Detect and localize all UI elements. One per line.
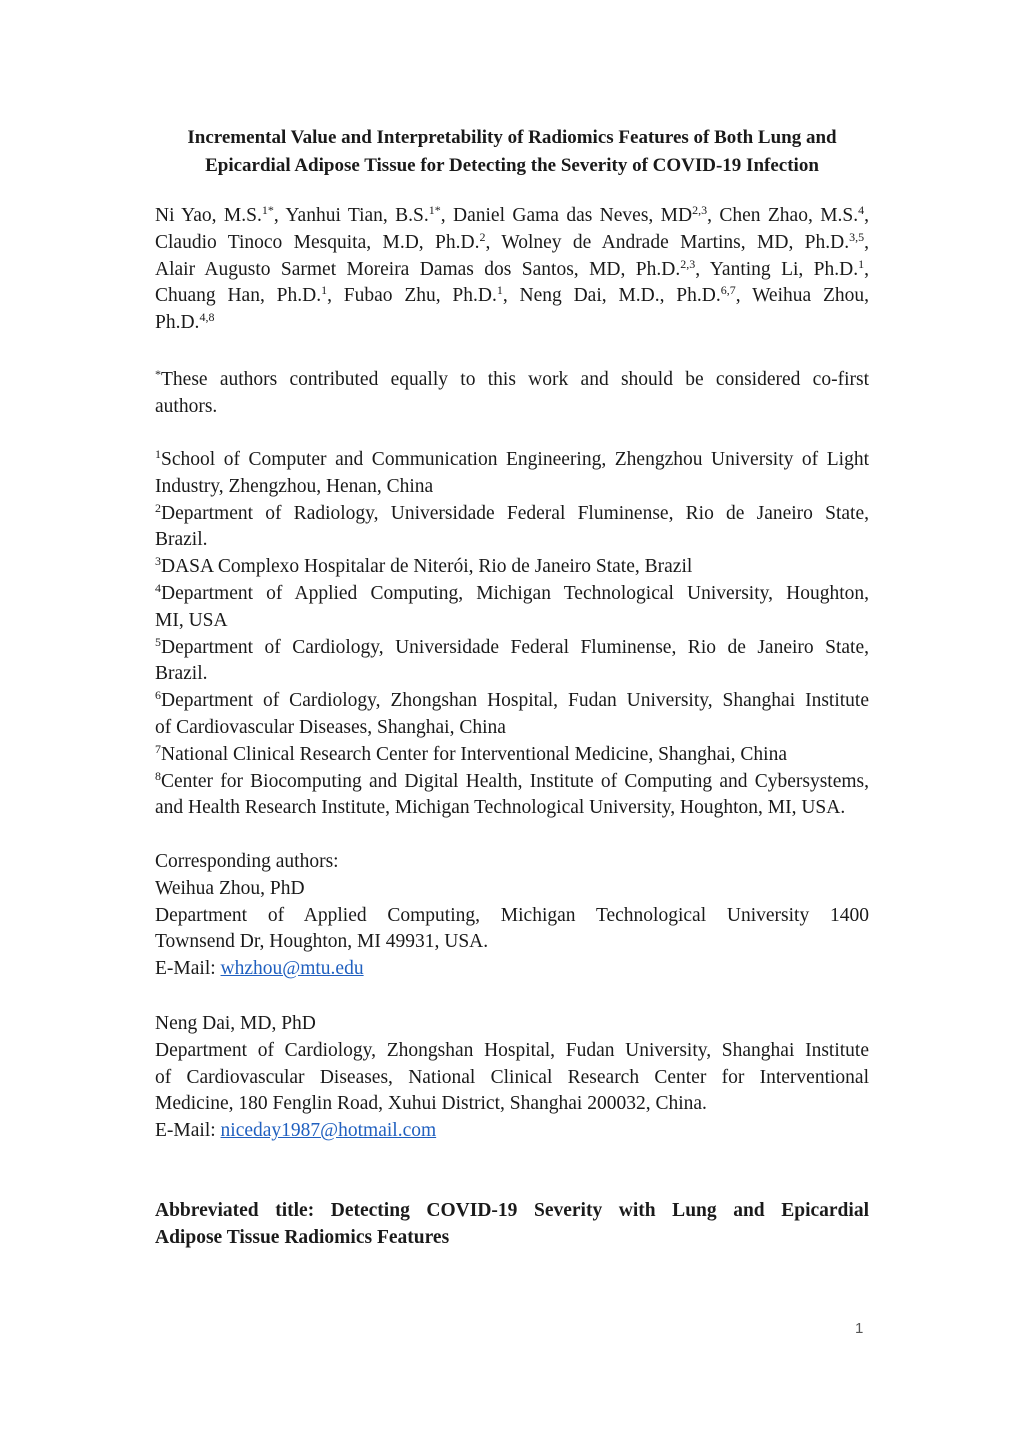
author-name: Chuang Han, Ph.D. bbox=[155, 285, 322, 307]
affiliation-text: Department of Applied Computing, Michigan Technological University, Houghton, bbox=[161, 582, 869, 604]
author-name: Chen Zhao, M.S. bbox=[719, 205, 859, 226]
affiliation-8-line-2: and Health Research Institute, Michigan Technological University, Houghton, MI, USA. bbox=[155, 797, 846, 819]
affiliations-list bbox=[155, 447, 869, 822]
author-name: Alair Augusto Sarmet Moreira Damas dos Santos, MD, Ph.D. bbox=[155, 258, 681, 280]
author-name: Yanting Li, Ph.D. bbox=[709, 258, 859, 280]
corresponding-author-2-block bbox=[155, 1011, 869, 1145]
author-affiliation-sup: 2,3 bbox=[680, 256, 696, 271]
paper-title bbox=[155, 124, 869, 180]
title-line-2: Epicardial Adipose Tissue for Detecting the Severity of COVID-19 Infection bbox=[205, 155, 819, 176]
title-line-1: Incremental Value and Interpretability of Radiomics Features of Both Lung and bbox=[187, 127, 837, 148]
affiliation-6-line-1 bbox=[155, 688, 869, 715]
author-line-4: Chuang Han, Ph.D.$^1$, Fubao Zhu, Ph.D.$^1$, Neng Dai, M.D., Ph.D.$^{6,7}$, Weihua Zhou, bbox=[155, 283, 869, 307]
author-name: Neng Dai, M.D., Ph.D. bbox=[519, 285, 721, 307]
email-link-niceday[interactable]: niceday1987@hotmail.com bbox=[220, 1120, 437, 1142]
affiliation-number: 1 bbox=[155, 447, 161, 461]
affiliation-number: 5 bbox=[155, 634, 161, 649]
author-name: Ph.D. bbox=[155, 312, 200, 334]
author-name: Claudio Tinoco Mesquita, M.D, Ph.D. bbox=[155, 231, 480, 253]
affiliation-8-line-1 bbox=[155, 769, 869, 796]
equal-contribution-text: These authors contributed equally to this work and should be considered co-first bbox=[161, 369, 869, 390]
corresponding-heading: Corresponding authors: bbox=[155, 851, 339, 872]
equal-contribution-line-2: authors. bbox=[155, 395, 218, 417]
page-number: 1 bbox=[855, 1320, 864, 1337]
email-link-whzhou[interactable]: whzhou@mtu.edu bbox=[220, 958, 364, 980]
author-affiliation-sup: 1 bbox=[858, 256, 865, 271]
author-list bbox=[155, 203, 869, 337]
email-label: E-Mail: bbox=[155, 1120, 221, 1142]
footnote-marker: * bbox=[155, 367, 161, 381]
author-affiliation-sup: 1* bbox=[428, 203, 441, 217]
affiliation-1-line-1 bbox=[155, 447, 869, 474]
affiliation-text: School of Computer and Communication Engineering, Zhengzhou University of Light bbox=[161, 449, 869, 470]
author-affiliation-sup: 2 bbox=[479, 229, 486, 244]
affiliation-number: 7 bbox=[155, 741, 161, 756]
affiliation-text: Center for Biocomputing and Digital Health, Institute of Computing and Cybersystems, bbox=[161, 770, 869, 792]
author-line-3: Alair Augusto Sarmet Moreira Damas dos Santos, MD, Ph.D.$^{2,3}$, Yanting Li, Ph.D.$^1$, bbox=[155, 256, 869, 280]
author-line-5 bbox=[155, 310, 869, 337]
author-name: Daniel Gama das Neves, MD bbox=[453, 205, 693, 226]
author-affiliation-sup: 4,8 bbox=[199, 310, 215, 325]
corresponding-authors bbox=[155, 849, 869, 983]
corresponding-author-2-email-row bbox=[155, 1118, 869, 1145]
affiliation-3-line-1 bbox=[155, 554, 869, 581]
affiliation-6-line-2: of Cardiovascular Diseases, Shanghai, China bbox=[155, 716, 506, 738]
corresponding-author-1-name: Weihua Zhou, PhD bbox=[155, 877, 305, 899]
affiliation-number: 3 bbox=[155, 554, 161, 569]
abbreviated-title bbox=[155, 1198, 869, 1252]
author-affiliation-sup: 6,7 bbox=[720, 283, 736, 298]
abbreviated-title-line-1: Abbreviated title: Detecting COVID-19 Severity with Lung and Epicardial bbox=[155, 1200, 869, 1221]
affiliation-5-line-1 bbox=[155, 635, 869, 662]
affiliation-number: 6 bbox=[155, 688, 161, 703]
affiliation-number: 8 bbox=[155, 768, 161, 783]
author-name: Wolney de Andrade Martins, MD, Ph.D. bbox=[501, 231, 850, 253]
author-affiliation-sup: 1 bbox=[496, 283, 503, 298]
author-line-1: Ni Yao, M.S.$^{1*}$, Yanhui Tian, B.S.$^{1*}$, Daniel Gama das Neves, MD$^{2,3}$, Chen Zhao, M.S.$^4$, bbox=[155, 203, 870, 226]
affiliation-text: National Clinical Research Center for Interventional Medicine, Shanghai, China bbox=[161, 743, 787, 765]
author-affiliation-sup: 1 bbox=[321, 283, 328, 298]
corresponding-author-1-address-line-1: Department of Applied Computing, Michigan Technological University 1400 bbox=[155, 904, 869, 926]
affiliation-2-line-1 bbox=[155, 501, 869, 528]
author-affiliation-sup: 4 bbox=[858, 203, 865, 217]
affiliation-4-line-2: MI, USA bbox=[155, 609, 228, 631]
abbreviated-title-line-2: Adipose Tissue Radiomics Features bbox=[155, 1226, 450, 1248]
affiliation-4-line-1 bbox=[155, 581, 869, 608]
affiliation-2-line-2: Brazil. bbox=[155, 529, 208, 551]
email-label: E-Mail: bbox=[155, 958, 221, 980]
corresponding-author-2-address-line-2: of Cardiovascular Diseases, National Clinical Research Center for Interventional bbox=[155, 1066, 869, 1088]
corresponding-author-2-name: Neng Dai, MD, PhD bbox=[155, 1013, 316, 1034]
affiliation-1-line-2: Industry, Zhengzhou, Henan, China bbox=[155, 475, 434, 497]
author-name: Fubao Zhu, Ph.D. bbox=[343, 285, 497, 307]
author-affiliation-sup: 1* bbox=[261, 203, 274, 217]
corresponding-author-1-address-line-2: Townsend Dr, Houghton, MI 49931, USA. bbox=[155, 931, 489, 953]
affiliation-text: Department of Radiology, Universidade Federal Fluminense, Rio de Janeiro State, bbox=[161, 502, 869, 524]
affiliation-text: DASA Complexo Hospitalar de Niterói, Rio de Janeiro State, Brazil bbox=[161, 556, 693, 578]
affiliation-number: 4 bbox=[155, 580, 161, 595]
author-line-2: Claudio Tinoco Mesquita, M.D, Ph.D.$^2$, Wolney de Andrade Martins, MD, Ph.D.$^{3,5}$, bbox=[155, 229, 869, 253]
affiliation-text: Department of Cardiology, Universidade Federal Fluminense, Rio de Janeiro State, bbox=[161, 636, 869, 658]
equal-contribution-note bbox=[155, 367, 869, 421]
author-name: Weihua Zhou, bbox=[752, 285, 869, 307]
corresponding-author-2-address-line-3: Medicine, 180 Fenglin Road, Xuhui District, Shanghai 200032, China. bbox=[155, 1093, 707, 1115]
affiliation-text: Department of Cardiology, Zhongshan Hospital, Fudan University, Shanghai Institute bbox=[161, 690, 869, 712]
author-affiliation-sup: 2,3 bbox=[692, 203, 708, 217]
affiliation-number: 2 bbox=[155, 500, 161, 515]
equal-contribution-line-1 bbox=[155, 367, 869, 394]
affiliation-7-line-1 bbox=[155, 742, 869, 769]
author-affiliation-sup: 3,5 bbox=[849, 229, 865, 244]
corresponding-author-1-email-row bbox=[155, 956, 869, 983]
corresponding-author-2-address-line-1: Department of Cardiology, Zhongshan Hospital, Fudan University, Shanghai Institute bbox=[155, 1039, 869, 1061]
author-name: Ni Yao, M.S. bbox=[155, 205, 262, 226]
author-name: Yanhui Tian, B.S. bbox=[285, 205, 429, 226]
affiliation-5-line-2: Brazil. bbox=[155, 663, 208, 685]
